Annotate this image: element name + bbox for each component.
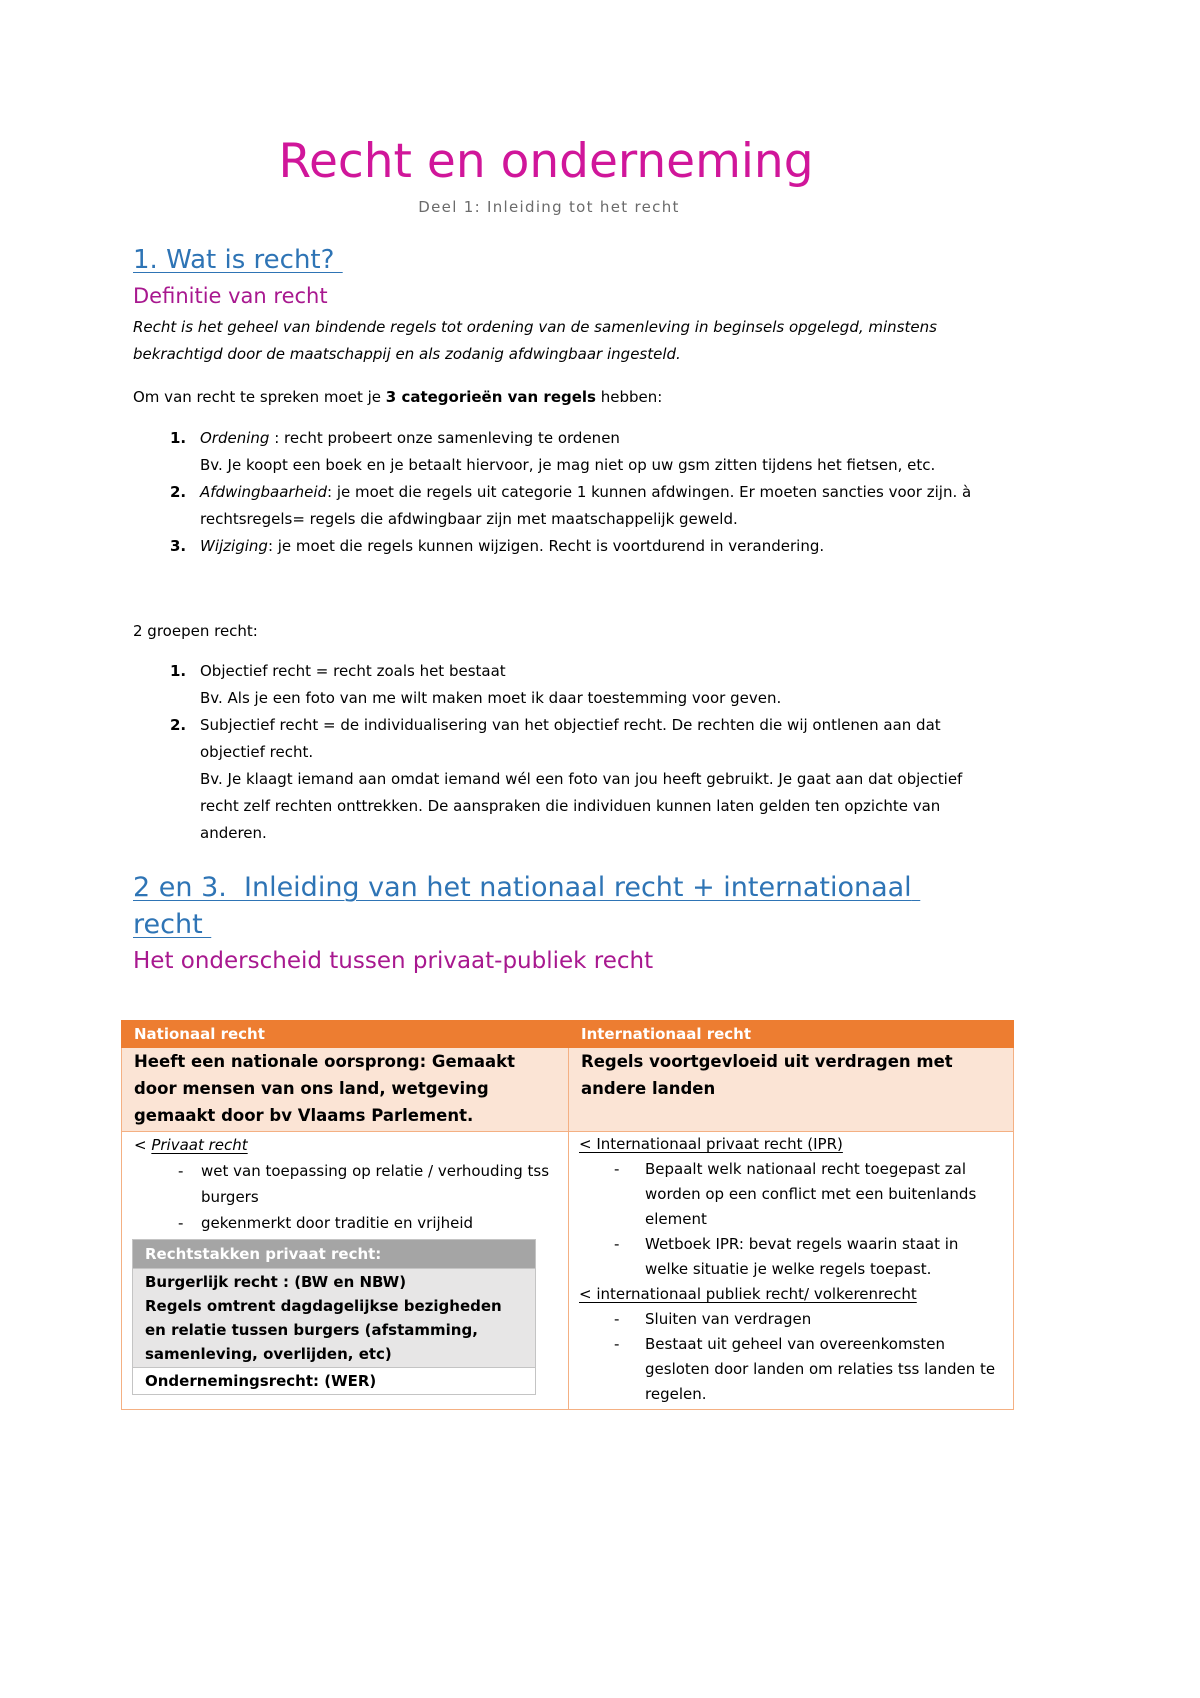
comparison-table xyxy=(121,1020,1014,1410)
list-number: 3. xyxy=(170,536,187,555)
intro-text-end: hebben: xyxy=(595,387,663,406)
list-item xyxy=(133,712,973,847)
list-number: 2. xyxy=(170,482,187,501)
table-row-origin xyxy=(122,1048,1014,1132)
document-page xyxy=(133,0,996,1410)
list-item xyxy=(133,533,973,560)
list-text: : je moet die regels uit categorie 1 kunnen afdwingen. Er moeten sancties voor zijn. à rechtsregels= regels die afdwingbaar zijn met maatschappelijk geweld. xyxy=(200,482,972,528)
definition-paragraph: Recht is het geheel van bindende regels tot ordening van de samenleving in beginsels opgelegd, minstens bekrachtigd door de maatschappij en als zodanig afdwingbaar ingesteld. xyxy=(133,317,937,363)
list-item: - Sluiten van verdragen xyxy=(645,1307,1003,1332)
volkerenrecht-heading: < internationaal publiek recht/ volkerenrecht xyxy=(579,1285,917,1303)
table-cell xyxy=(133,1269,536,1368)
nested-header-row xyxy=(133,1240,536,1269)
list-example: Bv. Als je een foto van me wilt maken moet ik daar toestemming voor geven. xyxy=(200,688,782,707)
list-term: Ordening xyxy=(200,428,270,447)
table-row-details xyxy=(122,1132,1014,1410)
list-item: - Wetboek IPR: bevat regels waarin staat in welke situatie je welke regels toepast. xyxy=(645,1232,1003,1282)
categories-intro xyxy=(133,384,973,411)
section-heading-text: 2 en 3. Inleiding van het nationaal recht + internationaal recht xyxy=(133,871,921,940)
list-example: Bv. Je klaagt iemand aan omdat iemand wél een foto van jou heeft gebruikt. Je gaat aan dat objectief recht zelf rechten onttrekken. De aanspraken die individuen kunnen laten gelden ten opzichte van anderen. xyxy=(200,769,963,842)
table-cell: Ondernemingsrecht: (WER) xyxy=(133,1368,536,1395)
intro-text: Om van recht te spreken moet je xyxy=(133,387,386,406)
table-header-row xyxy=(122,1021,1014,1048)
ipr-heading: < Internationaal privaat recht (IPR) xyxy=(579,1135,843,1153)
list-text: : recht probeert onze samenleving te ordenen xyxy=(269,428,620,447)
civil-title: Burgerlijk recht : (BW en NBW) xyxy=(145,1273,407,1291)
privaat-recht-list xyxy=(134,1158,558,1236)
list-item: - Bepaalt welk nationaal recht toegepast zal worden op een conflict met een buitenlands element xyxy=(645,1157,1003,1232)
list-item: - gekenmerkt door traditie en vrijheid xyxy=(201,1210,558,1236)
list-text: : je moet die regels kunnen wijzigen. Recht is voortdurend in verandering. xyxy=(267,536,825,555)
list-item xyxy=(133,479,973,533)
table-row xyxy=(133,1368,536,1395)
document-subtitle: Deel 1: Inleiding tot het recht xyxy=(418,198,680,216)
list-number: 2. xyxy=(170,715,187,734)
table-cell: Regels voortgevloeid uit verdragen met andere landen xyxy=(569,1048,1014,1132)
rechtstakken-table xyxy=(132,1239,536,1395)
document-title: Recht en onderneming xyxy=(278,134,814,189)
intro-bold-text: 3 categorieën van regels xyxy=(385,387,596,406)
section-heading-text: 1. Wat is recht? xyxy=(133,245,343,275)
ipr-list xyxy=(579,1157,1003,1282)
categories-list xyxy=(133,425,973,560)
subheading-definitie: Definitie van recht xyxy=(133,284,328,308)
civil-text: Regels omtrent dagdagelijkse bezigheden en relatie tussen burgers (afstamming, samenleving, overlijden, etc) xyxy=(145,1297,502,1363)
section-heading-nationaal-internationaal xyxy=(133,869,973,943)
list-text: Subjectief recht = de individualisering van het objectief recht. De rechten die wij ontlenen aan dat objectief recht. xyxy=(200,715,941,761)
list-text: Objectief recht = recht zoals het bestaat xyxy=(200,661,506,680)
list-term: Afdwingbaarheid xyxy=(200,482,328,501)
list-number: 1. xyxy=(170,428,187,447)
volkerenrecht-list xyxy=(579,1307,1003,1407)
list-item: - Bestaat uit geheel van overeenkomsten gesloten door landen om relaties tss landen te regelen. xyxy=(645,1332,1003,1407)
list-number: 1. xyxy=(170,661,187,680)
list-example: Bv. Je koopt een boek en je betaalt hiervoor, je mag niet op uw gsm zitten tijdens het fietsen, etc. xyxy=(200,455,936,474)
table-cell-nationaal xyxy=(122,1132,569,1410)
groups-intro: 2 groepen recht: xyxy=(133,621,258,640)
section-heading-wat-is-recht xyxy=(133,243,973,277)
table-cell-internationaal xyxy=(569,1132,1014,1410)
table-row xyxy=(133,1269,536,1368)
privaat-recht-heading xyxy=(134,1132,558,1158)
heading-prefix: < xyxy=(134,1136,152,1154)
column-header-nationaal: Nationaal recht xyxy=(122,1021,569,1048)
heading-label: Privaat recht xyxy=(151,1136,248,1154)
column-header-internationaal: Internationaal recht xyxy=(569,1021,1014,1048)
list-term: Wijziging xyxy=(200,536,268,555)
list-item: - wet van toepassing op relatie / verhouding tss burgers xyxy=(201,1158,558,1210)
nested-header: Rechtstakken privaat recht: xyxy=(133,1240,536,1269)
groups-list xyxy=(133,658,973,847)
list-item xyxy=(133,658,973,712)
list-item xyxy=(133,425,973,479)
table-cell: Heeft een nationale oorsprong: Gemaakt door mensen van ons land, wetgeving gemaakt door bv Vlaams Parlement. xyxy=(122,1048,569,1132)
subheading-onderscheid: Het onderscheid tussen privaat-publiek recht xyxy=(133,948,654,974)
